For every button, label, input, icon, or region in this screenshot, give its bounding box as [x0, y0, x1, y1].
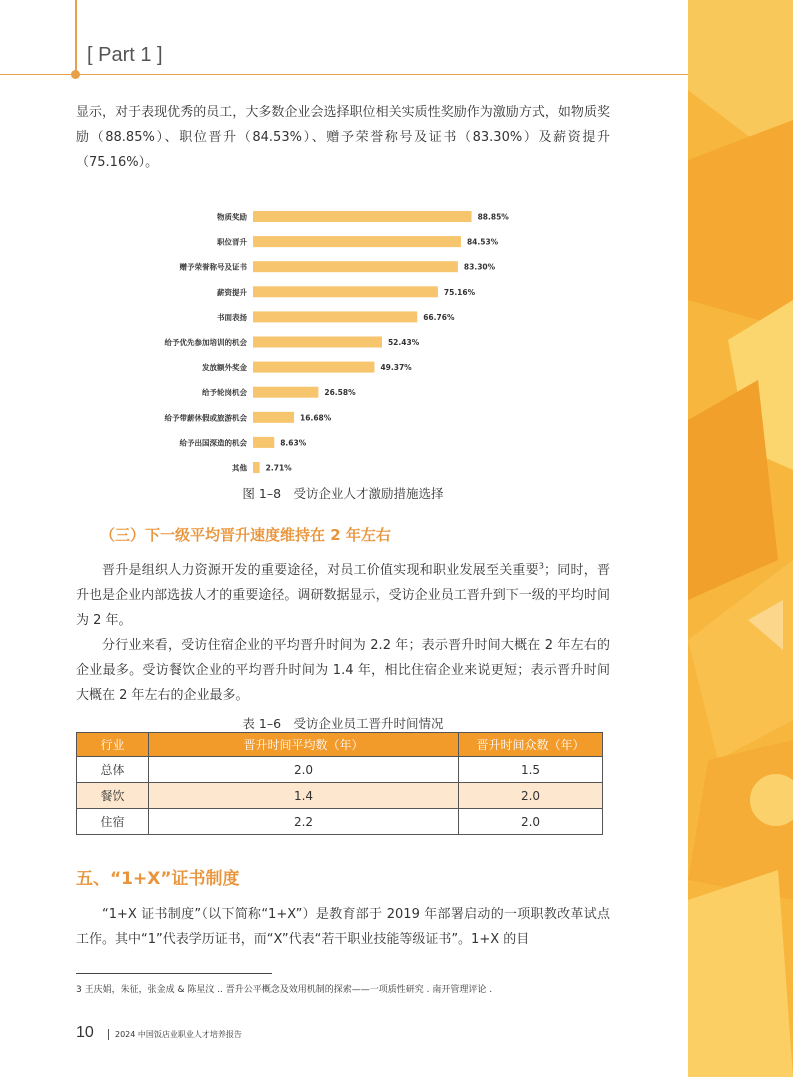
data-label: 2.71%: [265, 463, 292, 473]
category-label: 给予带薪休假或旅游机会: [164, 413, 247, 423]
data-label: 88.85%: [477, 212, 509, 222]
header-vertical-rule: [75, 0, 77, 74]
para2-text: 分行业来看，受访住宿企业的平均晋升时间为 2.2 年；表示晋升时间大概在 2 年左右的企业最多。受访餐饮企业的平均晋升时间为 1.4 年，相比住宿企业来说更短；表示晋升时间大概在 2 年左右的企业最多。: [76, 638, 610, 703]
bar: [253, 236, 461, 247]
decorative-side-band: [688, 0, 793, 1077]
table-row: [77, 757, 603, 783]
bar: [253, 337, 382, 348]
table-caption: 表 1–6 受访企业员工晋升时间情况: [242, 716, 444, 731]
cell-industry: 总体: [77, 757, 149, 783]
table-row: [77, 809, 603, 835]
data-label: 84.53%: [466, 237, 499, 247]
data-label: 26.58%: [324, 388, 356, 398]
header-horizontal-rule: [0, 74, 688, 75]
section-heading-1x-certificate: 五、“1+X”证书制度: [76, 869, 240, 889]
category-label: 赠予荣誉称号及证书: [179, 262, 247, 272]
bar: [253, 261, 458, 272]
header-mode: 晋升时间众数（年）: [459, 733, 603, 757]
table-row: [77, 783, 603, 809]
part-label: [ Part 1 ]: [87, 44, 163, 66]
section5-text: “1+X 证书制度”（以下简称“1+X”）是教育部于 2019 年部署启动的一项职教改革试点工作。其中“1”代表学历证书，而“X”代表“若干职业技能等级证书”。1+X 的目: [76, 907, 610, 947]
category-label: 职位晋升: [217, 237, 247, 247]
para1-text-before: 晋升是组织人力资源开发的重要途径，对员工价值实现和职业发展至关重要: [102, 563, 539, 578]
footnote: 3 王庆娟，朱征，张金成 & 陈星汶 .. 晋升公平概念及效用机制的探索——一项质性研究 . 南开管理评论 .: [76, 985, 493, 995]
section5-paragraph: [76, 902, 610, 952]
data-label: 8.63%: [280, 438, 307, 448]
category-label: 其他: [232, 463, 247, 473]
page-number: 10: [76, 1024, 94, 1041]
footer-divider: [108, 1029, 109, 1040]
chart-svg: [140, 207, 560, 477]
data-label: 49.37%: [380, 363, 412, 373]
footnote-ref: 3: [538, 561, 545, 571]
cell-industry: 住宿: [77, 809, 149, 835]
header-rule-dot: [71, 70, 80, 79]
section-heading-promotion-speed: （三）下一级平均晋升速度维持在 2 年左右: [100, 526, 391, 544]
cell-average: 1.4: [149, 783, 459, 809]
bar: [253, 437, 274, 448]
section3-paragraph-2: [76, 633, 610, 708]
bar: [253, 362, 374, 373]
category-label: 薪资提升: [217, 287, 247, 297]
geometric-pattern: [688, 0, 793, 1077]
category-label: 物质奖励: [217, 212, 247, 222]
category-label: 发放额外奖金: [202, 363, 247, 373]
footer-report-title: 2024 中国饭店业职业人才培养报告: [115, 1030, 242, 1039]
data-label: 83.30%: [463, 262, 496, 272]
data-label: 75.16%: [443, 287, 476, 297]
cell-industry: 餐饮: [77, 783, 149, 809]
cell-mode: 2.0: [459, 809, 603, 835]
incentive-bar-chart: [140, 207, 560, 477]
header-average: 晋升时间平均数（年）: [149, 733, 459, 757]
bar: [253, 462, 260, 473]
footnote-rule: [76, 973, 272, 974]
category-label: 给予轮岗机会: [202, 388, 247, 398]
bar: [253, 311, 417, 322]
category-label: 书面表扬: [217, 312, 247, 322]
intro-paragraph: [76, 100, 610, 175]
category-label: 给予出国深造的机会: [179, 438, 247, 448]
bar: [253, 412, 294, 423]
cell-mode: 1.5: [459, 757, 603, 783]
para1-text-after: ；同时，晋升也是企业内部选拔人才的重要途径。调研数据显示，受访企业员工晋升到下一级的平均时间为 2 年。: [76, 563, 610, 628]
intro-text: 显示，对于表现优秀的员工，大多数企业会选择职位相关实质性奖励作为激励方式，如物质奖励（88.85%）、职位晋升（84.53%）、赠予荣誉称号及证书（83.30%）及薪资提升（75.16%）。: [76, 105, 610, 170]
cell-average: 2.0: [149, 757, 459, 783]
bar: [253, 387, 318, 398]
header-industry: 行业: [77, 733, 149, 757]
bar: [253, 211, 472, 222]
data-label: 66.76%: [423, 312, 455, 322]
section3-paragraph-1: [76, 558, 610, 633]
data-label: 16.68%: [300, 413, 332, 423]
table-header-row: [77, 733, 603, 757]
data-label: 52.43%: [387, 338, 420, 347]
cell-average: 2.2: [149, 809, 459, 835]
figure-caption: 图 1–8 受访企业人才激励措施选择: [242, 486, 444, 501]
promotion-time-table: [76, 732, 603, 835]
bar: [253, 286, 438, 297]
category-label: 给予优先参加培训的机会: [164, 338, 247, 347]
cell-mode: 2.0: [459, 783, 603, 809]
